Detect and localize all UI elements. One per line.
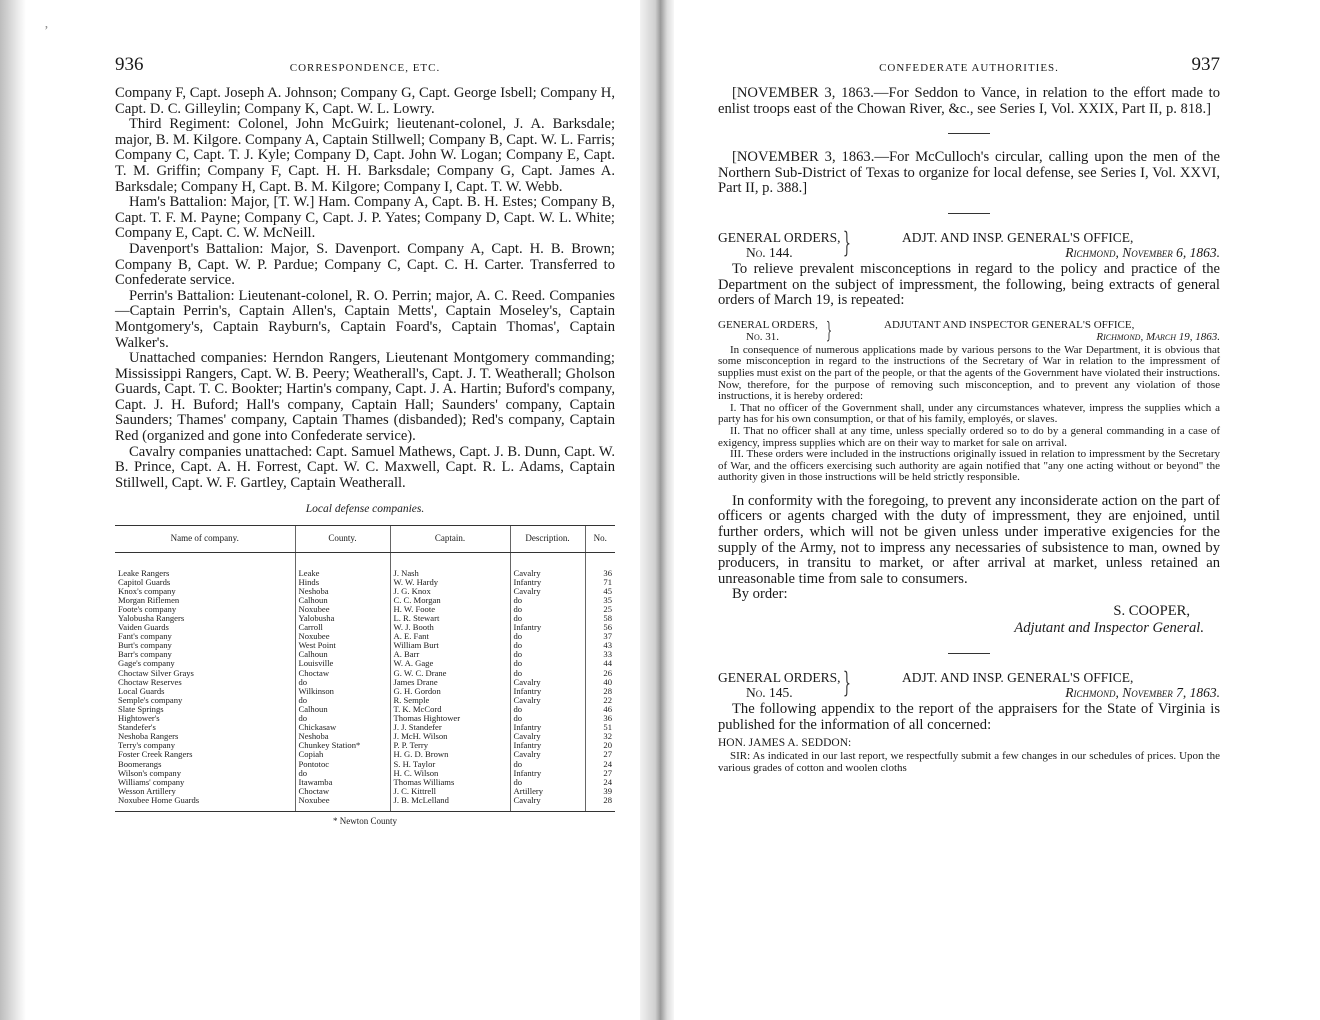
paragraph: To relieve prevalent misconceptions in regard to the policy and practice of the Department on the subject of impressment, the following, being extracts of general orders of March 19, is repeated: bbox=[718, 260, 1220, 309]
captain-cell: J. B. McLelland bbox=[390, 796, 510, 812]
captain-cell: R. Semple bbox=[390, 696, 510, 705]
orders-number: No. 144. bbox=[746, 244, 793, 260]
number-cell: 36 bbox=[585, 714, 615, 723]
description-cell: do bbox=[510, 614, 585, 623]
table-header-row bbox=[115, 526, 615, 552]
table-row bbox=[115, 696, 615, 705]
letter-text: SIR: As indicated in our last report, we respectfully submit a few changes in our schedules of prices. Upon the various grades of cotton and woolen cloths bbox=[718, 750, 1220, 774]
captain-cell: W. J. Booth bbox=[390, 623, 510, 632]
company-name-cell: Choctaw Silver Grays bbox=[118, 668, 194, 678]
county-cell: Pontotoc bbox=[295, 760, 390, 769]
captain-cell: P. P. Terry bbox=[390, 741, 510, 750]
company-name-cell: Vaiden Guards bbox=[118, 623, 169, 633]
description-cell: Cavalry bbox=[510, 696, 585, 705]
table-row bbox=[115, 732, 615, 741]
description-cell: Infantry bbox=[510, 741, 585, 750]
table-row bbox=[115, 687, 615, 696]
number-cell: 44 bbox=[585, 659, 615, 668]
quoted-paragraph: II. That no officer shall at any time, unless specially ordered so to do by a general commanding in a case of exigency, impress supplies which are on their way to market for sale on arrival. bbox=[718, 424, 1220, 449]
number-cell: 35 bbox=[585, 596, 615, 605]
table-caption: Local defense companies. bbox=[305, 503, 425, 516]
column-header: Description. bbox=[510, 526, 585, 552]
table-row bbox=[115, 723, 615, 732]
company-name-cell: Boomerangs bbox=[118, 759, 162, 769]
paragraph: The following appendix to the report of the appraisers for the State of Virginia is published for the information of all concerned: bbox=[718, 701, 1220, 733]
place-date: Richmond, November 6, 1863. bbox=[1065, 244, 1220, 260]
description-cell: Infantry bbox=[510, 578, 585, 587]
captain-cell: H. C. Wilson bbox=[390, 769, 510, 778]
county-cell: Noxubee bbox=[295, 796, 390, 812]
by-order: By order: bbox=[732, 586, 788, 603]
description-cell: Artillery bbox=[510, 787, 585, 796]
table-row bbox=[115, 614, 615, 623]
county-cell: Chickasaw bbox=[295, 723, 390, 732]
paragraph: Cavalry companies unattached: Capt. Samuel Mathews, Capt. J. B. Dunn, Capt. W. B. Prince, Capt. A. H. Forrest, Capt. W. C. Maxwell, Capt. R. L. Adams, Captain Stillwell, Capt. W. F. Gartley, Captain Weatherall. bbox=[115, 443, 615, 491]
company-name-cell: Yalobusha Rangers bbox=[118, 614, 185, 623]
running-title-left: CORRESPONDENCE, ETC. bbox=[289, 62, 441, 74]
table-row bbox=[115, 587, 615, 596]
quoted-paragraph: III. These orders were included in the instructions originally issued in relation to impressment by the Secretary of War, and the officers exercising such authority are again notified that "any one acting without or beyond" the authority given in those instructions will be held strictly responsible. bbox=[718, 448, 1220, 484]
county-cell: Louisville bbox=[295, 659, 390, 668]
table-row bbox=[115, 787, 615, 796]
description-cell: do bbox=[510, 596, 585, 605]
description-cell: do bbox=[510, 760, 585, 769]
number-cell: 45 bbox=[585, 587, 615, 596]
captain-cell: G. H. Gordon bbox=[390, 687, 510, 696]
table-row bbox=[115, 623, 615, 632]
company-name-cell: Semple's company bbox=[118, 695, 183, 705]
column-header: No. bbox=[585, 526, 615, 552]
captain-cell: G. W. C. Drane bbox=[390, 669, 510, 678]
orders-number: No. 31. bbox=[746, 330, 779, 343]
general-orders-145-heading bbox=[718, 666, 1220, 702]
paragraph: Davenport's Battalion: Major, S. Davenport. Company A, Capt. H. B. Brown; Company B, Capt. W. P. Pardue; Company C, Capt. C. H. Carter. Transferred to Confederate service. bbox=[115, 240, 615, 289]
table-row bbox=[115, 678, 615, 687]
table-row bbox=[115, 596, 615, 605]
number-cell: 51 bbox=[585, 723, 615, 732]
company-name-cell: Burt's company bbox=[118, 641, 172, 651]
editorial-note: [NOVEMBER 3, 1863.—For McCulloch's circular, calling upon the men of the Northern Sub-District of Texas to organize for local defense, see Series I, Vol. XXVI, Part II, p. 388.] bbox=[718, 149, 1220, 197]
table-row bbox=[115, 659, 615, 668]
table-body bbox=[115, 552, 615, 811]
office-name: ADJT. AND INSP. GENERAL'S OFFICE, bbox=[902, 229, 1134, 245]
company-name-cell: Leake Rangers bbox=[118, 567, 170, 578]
table-row bbox=[115, 714, 615, 723]
number-cell: 56 bbox=[585, 623, 615, 632]
county-cell: Noxubee bbox=[295, 632, 390, 641]
number-cell: 58 bbox=[585, 614, 615, 623]
county-cell: Yalobusha bbox=[295, 614, 390, 623]
paragraph: Third Regiment: Colonel, John McGuirk; lieutenant-colonel, J. A. Barksdale; major, B. M. Kilgore. Company A, Captain Stillwell; Company B, Capt. W. L. Farris; Company C, Capt. T. J. Kyle; Company D, Capt. John W. Logan; Company E, Capt. T. M. Griffin; Company F, Capt. H. H. Barksdale; Company G, Capt. James A. Barksdale; Company H, Capt. B. M. Kilgore; Company I, Capt. T. W. Webb. bbox=[115, 116, 615, 195]
paragraph: Ham's Battalion: Major, [T. W.] Ham. Company A, Capt. B. H. Estes; Company B, Capt. T. F. M. Payne; Company C, Capt. J. P. Yates; Company D, Capt. W. L. White; Company E, Capt. C. W. McNeill. bbox=[115, 194, 615, 242]
description-cell: Cavalry bbox=[510, 678, 585, 687]
county-cell: Choctaw bbox=[295, 669, 390, 678]
company-name-cell: Neshoba Rangers bbox=[118, 732, 179, 742]
county-cell: Choctaw bbox=[295, 787, 390, 796]
running-title-right: CONFEDERATE AUTHORITIES. bbox=[879, 62, 1059, 74]
number-cell: 28 bbox=[585, 687, 615, 696]
general-orders-144-heading bbox=[718, 225, 1220, 262]
county-cell: Neshoba bbox=[295, 587, 390, 596]
table-row bbox=[115, 605, 615, 614]
table-row bbox=[115, 750, 615, 759]
description-cell: do bbox=[510, 632, 585, 641]
right-running-head bbox=[718, 54, 1220, 86]
brace: } bbox=[842, 666, 851, 700]
editorial-note: [NOVEMBER 3, 1863.—For Seddon to Vance, in relation to the effort made to enlist troops east of the Chowan River, &c., see Series I, Vol. XXIX, Part II, p. 818.] bbox=[718, 85, 1220, 117]
number-cell: 27 bbox=[585, 750, 615, 759]
captain-cell: A. Barr bbox=[390, 650, 510, 659]
description-cell: Infantry bbox=[510, 687, 585, 696]
number-cell: 39 bbox=[585, 787, 615, 796]
captain-cell: W. A. Gage bbox=[390, 659, 510, 668]
description-cell: do bbox=[510, 605, 585, 614]
left-running-head bbox=[115, 54, 615, 86]
company-name-cell: Choctaw Reserves bbox=[118, 677, 182, 687]
captain-cell: J. G. Knox bbox=[390, 587, 510, 596]
office-name: ADJUTANT AND INSPECTOR GENERAL'S OFFICE, bbox=[884, 318, 1135, 331]
page-number-left: 936 bbox=[115, 54, 144, 75]
footnote: * Newton County bbox=[333, 815, 397, 826]
county-cell: do bbox=[295, 769, 390, 778]
captain-cell: Thomas Hightower bbox=[390, 714, 510, 723]
captain-cell: William Burt bbox=[390, 641, 510, 650]
company-name-cell: Wesson Artillery bbox=[118, 786, 176, 796]
column-header: County. bbox=[295, 526, 390, 552]
page-number-right: 937 bbox=[1191, 54, 1220, 75]
number-cell: 25 bbox=[585, 605, 615, 614]
description-cell: do bbox=[510, 650, 585, 659]
county-cell: Carroll bbox=[295, 623, 390, 632]
orders-label: GENERAL ORDERS, bbox=[718, 318, 818, 331]
description-cell: do bbox=[510, 778, 585, 787]
table-row bbox=[115, 760, 615, 769]
left-page bbox=[115, 54, 615, 826]
description-cell: Infantry bbox=[510, 623, 585, 632]
county-cell: Calhoun bbox=[295, 650, 390, 659]
captain-cell: J. C. Kittrell bbox=[390, 787, 510, 796]
table-row bbox=[115, 669, 615, 678]
company-name-cell: Gage's company bbox=[118, 659, 175, 669]
number-cell: 33 bbox=[585, 650, 615, 659]
paragraph: Unattached companies: Herndon Rangers, Lieutenant Montgomery commanding; Mississippi Rangers, Capt. W. B. Peery; Weatherall's, Capt. J. T. Weatherall; Gholson Guards, Capt. T. C. Bookter; Hartin's company, Capt. J. A. Hartin; Buford's company, Capt. J. H. Buford; Hall's company, Captain Hall; Saunders' company, Captain Saunders; Thames' company, Captain Thames (disbanded); Red's company, Captain Red (organized and gone into Confederate service). bbox=[115, 350, 615, 445]
captain-cell: J. Nash bbox=[390, 552, 510, 578]
column-header: Name of company. bbox=[115, 526, 295, 552]
description-cell: Infantry bbox=[510, 769, 585, 778]
description-cell: do bbox=[510, 641, 585, 650]
company-name-cell: Morgan Riflemen bbox=[118, 595, 180, 605]
captain-cell: H. W. Foote bbox=[390, 605, 510, 614]
county-cell: Copiah bbox=[295, 750, 390, 759]
county-cell: Noxubee bbox=[295, 605, 390, 614]
description-cell: Infantry bbox=[510, 723, 585, 732]
column-header: Captain. bbox=[390, 526, 510, 552]
number-cell: 24 bbox=[585, 778, 615, 787]
quoted-paragraph: In consequence of numerous applications made by various persons to the War Department, it is obvious that some misconception in regard to the instructions of the Secretary of War in relation to the impressment of supplies must exist on the part of the people, or that the agents of the Government have violated their instructions. Now, therefore, for the purpose of removing such misconception, and to prevent any violation of those instructions, it is hereby ordered: bbox=[718, 343, 1220, 403]
company-name-cell: Foster Creek Rangers bbox=[118, 750, 193, 760]
section-rule bbox=[948, 653, 990, 654]
captain-cell: W. W. Hardy bbox=[390, 578, 510, 587]
county-cell: Leake bbox=[295, 552, 390, 578]
captain-cell: A. E. Fant bbox=[390, 632, 510, 641]
section-rule bbox=[948, 133, 990, 134]
paragraph: Perrin's Battalion: Lieutenant-colonel, R. O. Perrin; major, A. C. Reed. Companies—Captain Perrin's, Captain Allen's, Captain Metts', Captain Moseley's, Captain Montgomery's, Captain Rayburn's, Captain Foard's, Captain Thomas', Captain Walker's. bbox=[115, 287, 615, 351]
section-rule bbox=[948, 213, 990, 214]
table-row bbox=[115, 578, 615, 587]
company-name-cell: Foote's company bbox=[118, 604, 177, 614]
table-row bbox=[115, 632, 615, 641]
captain-cell: James Drane bbox=[390, 678, 510, 687]
brace: } bbox=[842, 225, 851, 259]
table-row bbox=[115, 778, 615, 787]
number-cell: 22 bbox=[585, 696, 615, 705]
number-cell: 46 bbox=[585, 705, 615, 714]
orders-label: GENERAL ORDERS, bbox=[718, 670, 841, 686]
number-cell: 43 bbox=[585, 641, 615, 650]
number-cell: 36 bbox=[585, 552, 615, 578]
right-page bbox=[718, 54, 1220, 774]
description-cell: Cavalry bbox=[510, 750, 585, 759]
description-cell: do bbox=[510, 659, 585, 668]
captain-cell: H. G. D. Brown bbox=[390, 750, 510, 759]
county-cell: do bbox=[295, 696, 390, 705]
county-cell: Itawamba bbox=[295, 778, 390, 787]
table-row bbox=[115, 552, 615, 578]
number-cell: 20 bbox=[585, 741, 615, 750]
addressee: HON. JAMES A. SEDDON: bbox=[718, 737, 852, 750]
quoted-paragraph: I. That no officer of the Government shall, under any circumstances whatever, impress the supplies which a party has for his own consumption, or that of his family, employés, or slaves. bbox=[718, 401, 1220, 426]
orders-number: No. 145. bbox=[746, 685, 793, 701]
description-cell: Cavalry bbox=[510, 796, 585, 812]
captain-cell: T. K. McCord bbox=[390, 705, 510, 714]
captain-cell: S. H. Taylor bbox=[390, 760, 510, 769]
company-name-cell: Standefer's bbox=[118, 723, 156, 733]
signature-block bbox=[718, 603, 1204, 637]
number-cell: 32 bbox=[585, 732, 615, 741]
company-name-cell: Local Guards bbox=[118, 686, 165, 696]
description-cell: Cavalry bbox=[510, 587, 585, 596]
book-spine bbox=[640, 0, 674, 1020]
local-defense-table bbox=[115, 525, 615, 812]
orders-label: GENERAL ORDERS, bbox=[718, 229, 841, 245]
company-name-cell: Capitol Guards bbox=[118, 577, 171, 587]
number-cell: 26 bbox=[585, 669, 615, 678]
signature-title: Adjutant and Inspector General. bbox=[1014, 620, 1204, 637]
captain-cell: J. J. Standefer bbox=[390, 723, 510, 732]
company-name-cell: Hightower's bbox=[118, 714, 160, 724]
table-row bbox=[115, 741, 615, 750]
table-row bbox=[115, 641, 615, 650]
county-cell: Calhoun bbox=[295, 596, 390, 605]
company-name-cell: Williams' company bbox=[118, 777, 185, 787]
table-row bbox=[115, 796, 615, 812]
table-row bbox=[115, 650, 615, 659]
description-cell: do bbox=[510, 669, 585, 678]
number-cell: 40 bbox=[585, 678, 615, 687]
description-cell: Cavalry bbox=[510, 552, 585, 578]
captain-cell: L. R. Stewart bbox=[390, 614, 510, 623]
number-cell: 37 bbox=[585, 632, 615, 641]
table-row bbox=[115, 705, 615, 714]
description-cell: do bbox=[510, 714, 585, 723]
county-cell: do bbox=[295, 714, 390, 723]
county-cell: do bbox=[295, 678, 390, 687]
pencil-mark: ʼ bbox=[44, 24, 49, 39]
county-cell: Neshoba bbox=[295, 732, 390, 741]
captain-cell: C. C. Morgan bbox=[390, 596, 510, 605]
number-cell: 71 bbox=[585, 578, 615, 587]
place-date: Richmond, March 19, 1863. bbox=[1096, 330, 1220, 343]
paragraph: In conformity with the foregoing, to prevent any inconsiderate action on the part of officers or agents charged with the duty of impressment, they are enjoined, until further orders, which will not be given unless under imperative exigencies for the supply of the Army, not to impress any necessaries of subsistence to man, owned by producers, in transitu to market, or after arrival at market, unless retained an unreasonable time from sale to consumers. bbox=[718, 492, 1220, 587]
brace: } bbox=[825, 318, 833, 344]
place-date: Richmond, November 7, 1863. bbox=[1065, 685, 1220, 701]
company-name-cell: Knox's company bbox=[118, 586, 176, 596]
binding-shadow-left bbox=[0, 0, 26, 1020]
description-cell: Cavalry bbox=[510, 732, 585, 741]
captain-cell: J. McH. Wilson bbox=[390, 732, 510, 741]
county-cell: West Point bbox=[295, 641, 390, 650]
company-name-cell: Terry's company bbox=[118, 741, 176, 751]
company-name-cell: Barr's company bbox=[118, 650, 172, 660]
office-name: ADJT. AND INSP. GENERAL'S OFFICE, bbox=[902, 670, 1134, 686]
paragraph: Company F, Capt. Joseph A. Johnson; Company G, Capt. George Isbell; Company H, Capt. D. C. Gilleylin; Company K, Capt. W. L. Lowry. bbox=[115, 85, 615, 117]
captain-cell: Thomas Williams bbox=[390, 778, 510, 787]
company-name-cell: Wilson's company bbox=[118, 768, 182, 778]
table-row bbox=[115, 769, 615, 778]
number-cell: 24 bbox=[585, 760, 615, 769]
county-cell: Calhoun bbox=[295, 705, 390, 714]
company-name-cell: Fant's company bbox=[118, 632, 172, 642]
county-cell: Chunkey Station* bbox=[295, 741, 390, 750]
county-cell: Hinds bbox=[295, 578, 390, 587]
number-cell: 27 bbox=[585, 769, 615, 778]
description-cell: do bbox=[510, 705, 585, 714]
number-cell: 28 bbox=[585, 796, 615, 812]
company-name-cell: Noxubee Home Guards bbox=[115, 796, 295, 812]
general-orders-31-heading bbox=[718, 319, 1220, 345]
county-cell: Wilkinson bbox=[295, 687, 390, 696]
company-name-cell: Slate Springs bbox=[118, 704, 164, 714]
signature-name: S. COOPER, bbox=[1113, 603, 1190, 620]
